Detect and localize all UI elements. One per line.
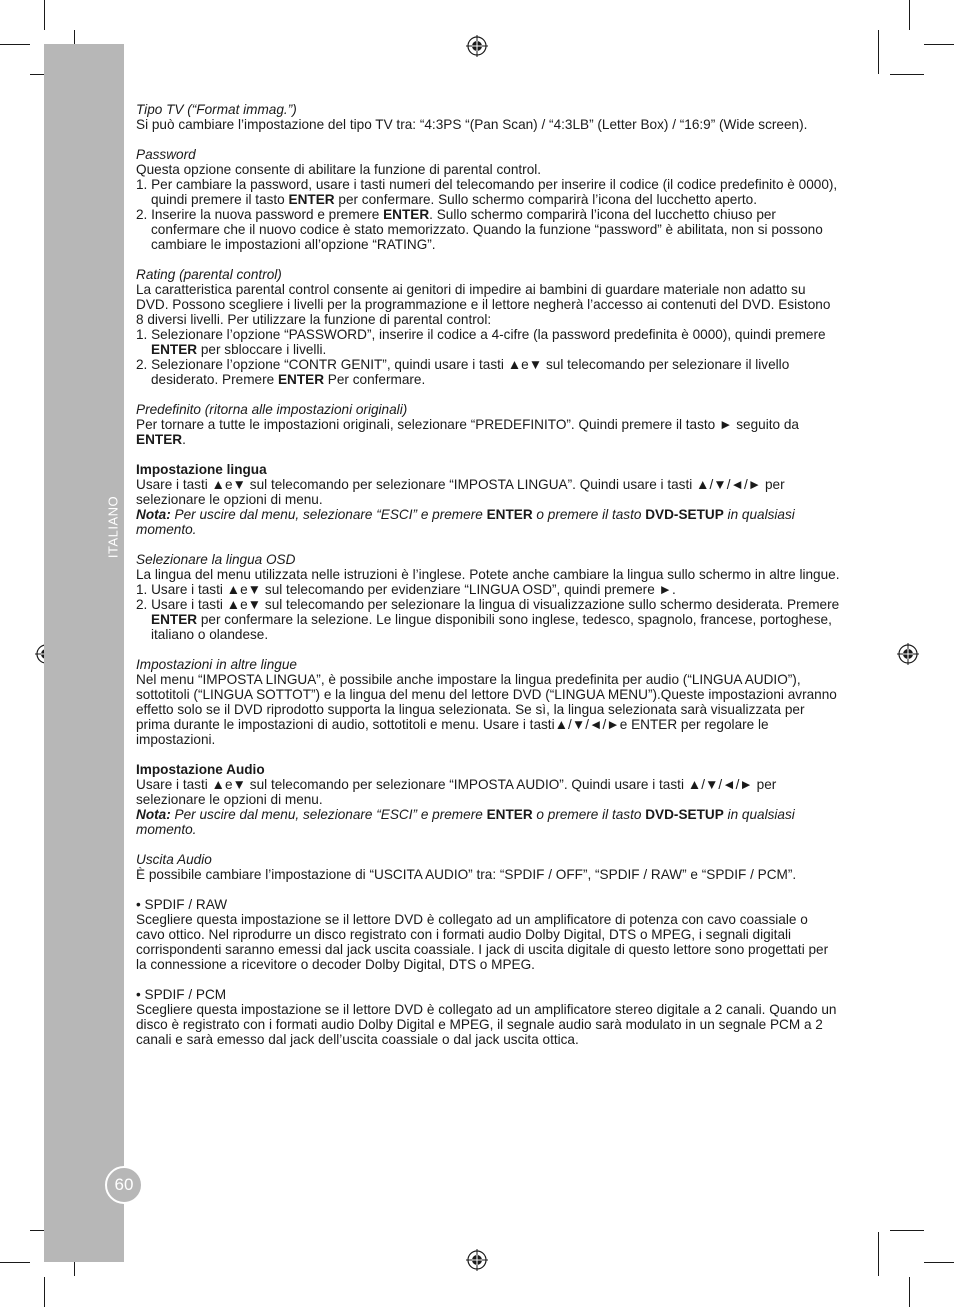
paragraph: Usare i tasti ▲e▼ sul telecomando per selezionare “IMPOSTA AUDIO”. Quindi usare i tasti ▲/▼/◄/► per selezionare le opzioni di menu. — [136, 777, 777, 807]
registration-mark-icon — [897, 643, 919, 665]
list-item: 2. Usare i tasti ▲e▼ sul telecomando per selezionare la lingua di visualizzazione sullo schermo desiderata. Premere ENTER per confermare la selezione. Le lingue disponibili sono inglese, tedesco, spagnolo, francese, portoghese, italiano o olandese. — [136, 597, 840, 642]
note: Nota: Per uscire dal menu, selezionare “ESCI” e premere ENTER o premere il tasto DVD-SETUP in qualsiasi momento. — [136, 807, 795, 837]
page-number: 60 — [105, 1166, 143, 1204]
paragraph: Si può cambiare l’impostazione del tipo TV tra: “4:3PS “(Pan Scan) / “4:3LB” (Letter Box) / “16:9” (Wide screen). — [136, 117, 808, 132]
crop-mark — [909, 1277, 910, 1307]
crop-mark — [0, 1262, 30, 1263]
crop-mark — [44, 1277, 45, 1307]
paragraph: La caratteristica parental control consente ai genitori di impedire ai bambini di guardare materiale non adatto su DVD. Possono scegliere i livelli per la programmazione e il lettore negherà l’accesso ai contenuti del DVD. Esistono 8 diversi livelli. Per utilizzare la funzione di parental control: — [136, 282, 831, 327]
crop-mark — [0, 44, 30, 45]
crop-mark — [44, 0, 45, 30]
sidebar-band — [44, 44, 124, 1262]
paragraph: La lingua del menu utilizzata nelle istruzioni è l’inglese. Potete anche cambiare la lingua sullo schermo in altre lingue. — [136, 567, 840, 582]
list-item: 1. Usare i tasti ▲e▼ sul telecomando per evidenziare “LINGUA OSD”, quindi premere ►. — [136, 582, 676, 597]
paragraph: Questa opzione consente di abilitare la funzione di parental control. — [136, 162, 542, 177]
crop-mark — [924, 44, 954, 45]
section-heading: Impostazione lingua — [136, 462, 267, 477]
list-item: 2. Inserire la nuova password e premere ENTER. Sullo schermo comparirà l’icona del lucchetto chiuso per confermare che il nuovo codice è stato memorizzato. Quando la funzione “password” è abilitata, non si possono cambiare le impostazioni all’opzione “RATING”. — [136, 207, 823, 252]
section-heading: Tipo TV (“Format immag.”) — [136, 102, 297, 117]
list-item: 2. Selezionare l’opzione “CONTR GENIT”, quindi usare i tasti ▲e▼ sul telecomando per selezionare il livello desiderato. Premere ENTER Per confermare. — [136, 357, 790, 387]
paragraph: Per tornare a tutte le impostazioni originali, selezionare “PREDEFINITO”. Quindi premere il tasto ► seguito da ENTER. — [136, 417, 799, 447]
section-heading: Password — [136, 147, 196, 162]
crop-mark — [909, 0, 910, 30]
paragraph: È possibile cambiare l’impostazione di “USCITA AUDIO” tra: “SPDIF / OFF”, “SPDIF / RAW” e “SPDIF / PCM”. — [136, 867, 797, 882]
registration-mark-icon — [466, 1249, 488, 1271]
section-heading: • SPDIF / PCM — [136, 987, 227, 1002]
paragraph: Nel menu “IMPOSTA LINGUA”, è possibile anche impostare la lingua predefinita per audio (“LINGUA AUDIO”), sottotitoli (“LINGUA SOTTOT”) e la lingua del menu del lettore DVD (“LINGUA MENU”).Queste impostazioni avranno effetto solo se il DVD riprodotto supporta la lingua selezionata. Se sì, la lingua selezionata sarà visualizzata per prima durante le impostazioni di audio, sottotitoli e menu. Usare i tasti▲/▼/◄/►e ENTER per regolare le impostazioni. — [136, 672, 837, 747]
section-heading: Rating (parental control) — [136, 267, 282, 282]
list-item: 1. Selezionare l’opzione “PASSWORD”, inserire il codice a 4-cifre (la password predefinita è 0000), quindi premere ENTER per sbloccare i livelli. — [136, 327, 826, 357]
section-heading: Impostazione Audio — [136, 762, 265, 777]
section-heading: Uscita Audio — [136, 852, 212, 867]
paragraph: Scegliere questa impostazione se il lettore DVD è collegato ad un amplificatore di potenza con cavo coassiale o cavo ottico. Nel riprodurre un disco registrato con i formati audio Dolby Digital, DTS o MPEG, i segnali digitali corrispondenti saranno emessi dal jack uscita coassiale. I jack di uscita digitale di questo lettore sono progettati per la connessione a ricevitore o decoder Dolby Digital, DTS o MPEG. — [136, 912, 829, 972]
section-heading: Selezionare la lingua OSD — [136, 552, 296, 567]
manual-content — [136, 102, 840, 1047]
registration-mark-icon — [466, 35, 488, 57]
crop-mark — [890, 1230, 924, 1231]
crop-mark — [890, 74, 924, 75]
paragraph: Scegliere questa impostazione se il lettore DVD è collegato ad un amplificatore stereo digitale a 2 canali. Quando un disco è registrato con i formati audio Dolby Digital e MPEG, il segnale audio sarà modulato in un segnale PCM a 2 canali e sarà emesso dal jack dell’uscita coassiale o dal jack uscita ottica. — [136, 1002, 837, 1047]
crop-mark — [924, 1262, 954, 1263]
crop-mark — [878, 30, 879, 74]
list-item: 1. Per cambiare la password, usare i tasti numeri del telecomando per inserire il codice (il codice predefinito è 0000), quindi premere il tasto ENTER per confermare. Sullo schermo comparirà l’icona del lucchetto aperto. — [136, 177, 838, 207]
language-label: ITALIANO — [105, 495, 121, 559]
crop-mark — [878, 1232, 879, 1276]
paragraph: Usare i tasti ▲e▼ sul telecomando per selezionare “IMPOSTA LINGUA”. Quindi usare i tasti ▲/▼/◄/► per selezionare le opzioni di menu. — [136, 477, 785, 507]
section-heading: Predefinito (ritorna alle impostazioni originali) — [136, 402, 408, 417]
section-heading: • SPDIF / RAW — [136, 897, 228, 912]
section-heading: Impostazioni in altre lingue — [136, 657, 297, 672]
note: Nota: Per uscire dal menu, selezionare “ESCI” e premere ENTER o premere il tasto DVD-SETUP in qualsiasi momento. — [136, 507, 795, 537]
